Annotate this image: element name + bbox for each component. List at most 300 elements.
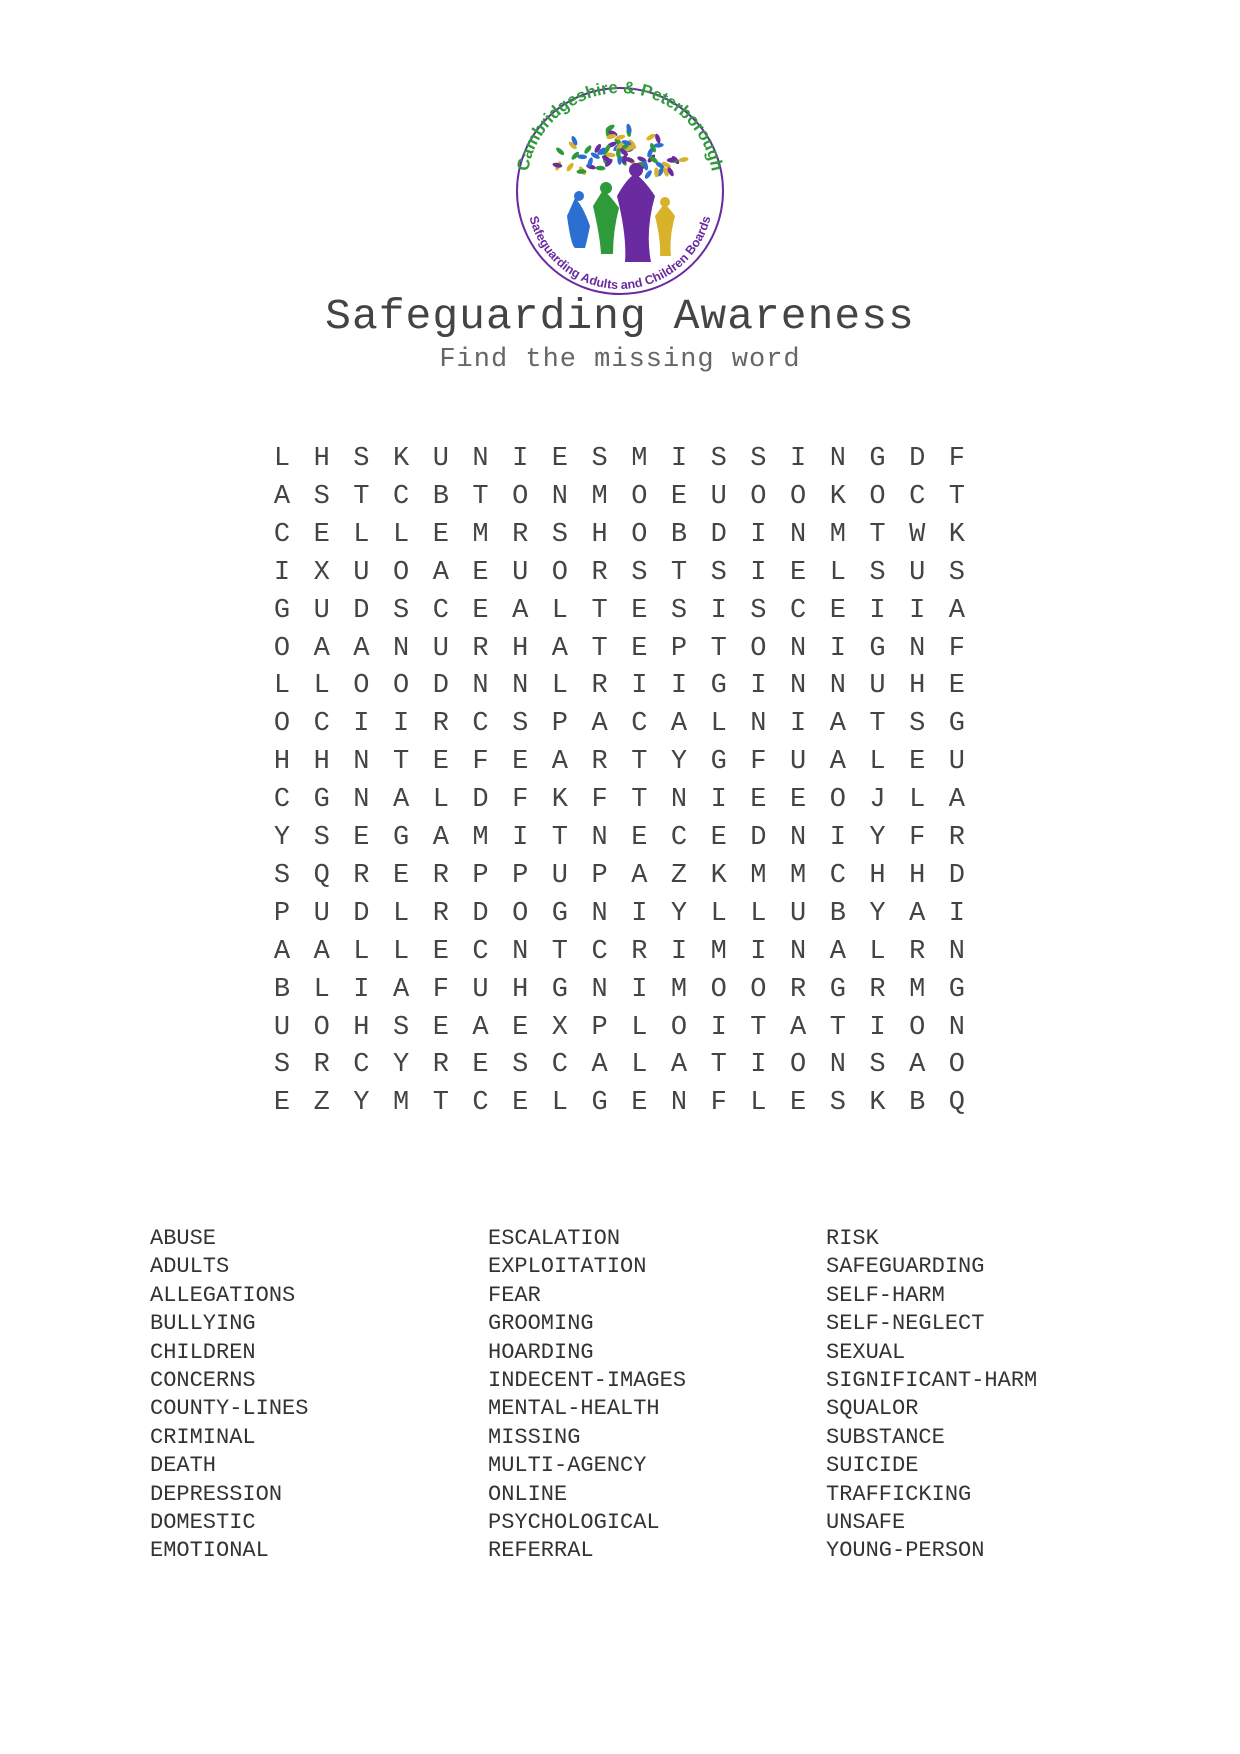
grid-letter[interactable]: D (750, 823, 767, 853)
grid-letter[interactable]: G (829, 974, 846, 1005)
grid-letter[interactable]: S (353, 444, 370, 474)
grid-letter[interactable]: C (472, 936, 489, 967)
grid-letter[interactable]: T (432, 1088, 449, 1119)
grid-letter[interactable]: C (432, 595, 449, 626)
grid-letter[interactable]: L (313, 671, 330, 702)
grid-letter[interactable]: N (472, 671, 489, 702)
grid-letter[interactable]: U (313, 595, 330, 626)
grid-letter[interactable]: G (710, 747, 727, 778)
grid-letter[interactable]: E (631, 633, 648, 664)
grid-letter[interactable]: I (750, 519, 767, 550)
grid-letter[interactable]: O (750, 633, 767, 664)
grid-letter[interactable]: E (512, 1012, 529, 1043)
grid-letter[interactable]: O (670, 1012, 688, 1043)
grid-letter[interactable]: O (829, 785, 846, 816)
grid-letter[interactable]: G (273, 595, 291, 626)
grid-letter[interactable]: I (273, 557, 291, 588)
grid-letter[interactable]: O (909, 1012, 926, 1043)
grid-letter[interactable]: F (948, 444, 965, 474)
grid-letter[interactable]: A (551, 747, 568, 778)
grid-letter[interactable]: S (869, 1050, 886, 1081)
grid-letter[interactable]: S (273, 1050, 291, 1081)
grid-letter[interactable]: T (869, 709, 886, 740)
grid-letter[interactable]: C (909, 481, 926, 512)
grid-letter[interactable]: E (631, 595, 648, 626)
grid-letter[interactable]: E (353, 823, 370, 853)
grid-letter[interactable]: C (472, 1088, 489, 1119)
grid-letter[interactable]: A (670, 1050, 688, 1081)
grid-letter[interactable]: K (710, 860, 727, 891)
grid-letter[interactable]: F (948, 633, 965, 664)
grid-letter[interactable]: D (909, 444, 926, 474)
grid-letter[interactable]: O (313, 1012, 330, 1043)
grid-letter[interactable]: S (392, 595, 410, 626)
grid-letter[interactable]: R (591, 747, 608, 778)
grid-letter[interactable]: U (353, 557, 370, 588)
grid-letter[interactable]: P (512, 860, 529, 891)
grid-letter[interactable]: P (670, 633, 688, 664)
grid-letter[interactable]: S (670, 595, 688, 626)
grid-letter[interactable]: L (869, 747, 886, 778)
grid-letter[interactable]: O (750, 974, 767, 1005)
grid-letter[interactable]: U (551, 860, 568, 891)
grid-letter[interactable]: R (948, 823, 965, 853)
grid-letter[interactable]: E (750, 785, 767, 816)
grid-letter[interactable]: A (591, 1050, 608, 1081)
grid-letter[interactable]: E (789, 557, 807, 588)
grid-letter[interactable]: O (631, 519, 648, 550)
grid-letter[interactable]: J (869, 785, 886, 816)
grid-letter[interactable]: M (750, 860, 767, 891)
grid-letter[interactable]: E (631, 823, 648, 853)
grid-letter[interactable]: E (670, 481, 688, 512)
grid-letter[interactable]: L (710, 709, 727, 740)
grid-letter[interactable]: G (392, 823, 410, 853)
grid-letter[interactable]: M (829, 519, 846, 550)
grid-letter[interactable]: Y (869, 823, 886, 853)
grid-letter[interactable]: O (392, 671, 410, 702)
grid-letter[interactable]: E (432, 747, 449, 778)
grid-letter[interactable]: U (512, 557, 529, 588)
grid-letter[interactable]: G (948, 974, 965, 1005)
grid-letter[interactable]: S (710, 557, 727, 588)
grid-letter[interactable]: I (512, 823, 529, 853)
grid-letter[interactable]: Y (353, 1088, 370, 1119)
grid-letter[interactable]: S (512, 709, 529, 740)
grid-letter[interactable]: F (432, 974, 449, 1005)
grid-letter[interactable]: E (512, 1088, 529, 1119)
grid-letter[interactable]: Y (273, 823, 291, 853)
grid-letter[interactable]: M (472, 823, 489, 853)
grid-letter[interactable]: P (472, 860, 489, 891)
grid-letter[interactable]: X (551, 1012, 568, 1043)
grid-letter[interactable]: A (472, 1012, 489, 1043)
grid-letter[interactable]: P (551, 709, 568, 740)
grid-letter[interactable]: I (710, 1012, 727, 1043)
grid-letter[interactable]: G (313, 785, 330, 816)
grid-letter[interactable]: A (591, 709, 608, 740)
grid-letter[interactable]: S (313, 823, 330, 853)
grid-letter[interactable]: O (353, 671, 370, 702)
grid-letter[interactable]: R (909, 936, 926, 967)
grid-letter[interactable]: I (710, 785, 727, 816)
grid-letter[interactable]: W (909, 519, 926, 550)
grid-letter[interactable]: N (789, 633, 807, 664)
grid-letter[interactable]: C (273, 785, 291, 816)
grid-letter[interactable]: B (273, 974, 291, 1005)
grid-letter[interactable]: S (313, 481, 330, 512)
grid-letter[interactable]: D (353, 898, 370, 929)
grid-letter[interactable]: I (948, 898, 965, 929)
grid-letter[interactable]: R (789, 974, 807, 1005)
grid-letter[interactable]: F (512, 785, 529, 816)
grid-letter[interactable]: F (710, 1088, 727, 1119)
grid-letter[interactable]: A (432, 557, 449, 588)
grid-letter[interactable]: N (948, 1012, 965, 1043)
grid-letter[interactable]: Y (869, 898, 886, 929)
grid-letter[interactable]: G (551, 898, 568, 929)
grid-letter[interactable]: K (551, 785, 568, 816)
grid-letter[interactable]: M (710, 936, 727, 967)
grid-letter[interactable]: N (829, 671, 846, 702)
grid-letter[interactable]: D (948, 860, 965, 891)
grid-letter[interactable]: U (869, 671, 886, 702)
grid-letter[interactable]: C (789, 595, 807, 626)
grid-letter[interactable]: U (432, 633, 449, 664)
grid-letter[interactable]: M (670, 974, 688, 1005)
grid-letter[interactable]: I (353, 709, 370, 740)
grid-letter[interactable]: F (591, 785, 608, 816)
grid-letter[interactable]: A (392, 785, 410, 816)
grid-letter[interactable]: O (948, 1050, 965, 1081)
grid-letter[interactable]: T (551, 936, 568, 967)
grid-letter[interactable]: F (472, 747, 489, 778)
grid-letter[interactable]: O (392, 557, 410, 588)
grid-letter[interactable]: I (909, 595, 926, 626)
grid-letter[interactable]: E (392, 860, 410, 891)
grid-letter[interactable]: E (551, 444, 568, 474)
grid-letter[interactable]: I (631, 898, 648, 929)
grid-letter[interactable]: M (631, 444, 648, 474)
grid-letter[interactable]: T (948, 481, 965, 512)
grid-letter[interactable]: L (313, 974, 330, 1005)
grid-letter[interactable]: T (551, 823, 568, 853)
grid-letter[interactable]: E (948, 671, 965, 702)
grid-letter[interactable]: O (631, 481, 648, 512)
grid-letter[interactable]: A (392, 974, 410, 1005)
grid-letter[interactable]: C (551, 1050, 568, 1081)
grid-letter[interactable]: N (789, 823, 807, 853)
grid-letter[interactable]: C (631, 709, 648, 740)
grid-letter[interactable]: U (710, 481, 727, 512)
grid-letter[interactable]: P (273, 898, 291, 929)
grid-letter[interactable]: H (591, 519, 608, 550)
grid-letter[interactable]: N (670, 785, 688, 816)
grid-letter[interactable]: H (869, 860, 886, 891)
grid-letter[interactable]: M (789, 860, 807, 891)
grid-letter[interactable]: T (750, 1012, 767, 1043)
grid-letter[interactable]: T (631, 747, 648, 778)
grid-letter[interactable]: T (472, 481, 489, 512)
grid-letter[interactable]: G (948, 709, 965, 740)
grid-letter[interactable]: G (551, 974, 568, 1005)
grid-letter[interactable]: O (273, 709, 291, 740)
grid-letter[interactable]: A (909, 1050, 926, 1081)
grid-letter[interactable]: C (670, 823, 688, 853)
grid-letter[interactable]: D (472, 785, 489, 816)
grid-letter[interactable]: L (829, 557, 846, 588)
grid-letter[interactable]: T (829, 1012, 846, 1043)
grid-letter[interactable]: R (591, 671, 608, 702)
grid-letter[interactable]: T (670, 557, 688, 588)
grid-letter[interactable]: F (750, 747, 767, 778)
grid-letter[interactable]: C (313, 709, 330, 740)
grid-letter[interactable]: I (750, 671, 767, 702)
grid-letter[interactable]: A (512, 595, 529, 626)
grid-letter[interactable]: G (869, 633, 886, 664)
grid-letter[interactable]: C (472, 709, 489, 740)
grid-letter[interactable]: R (472, 633, 489, 664)
grid-letter[interactable]: E (472, 1050, 489, 1081)
grid-letter[interactable]: I (670, 936, 688, 967)
grid-letter[interactable]: A (551, 633, 568, 664)
grid-letter[interactable]: G (710, 671, 727, 702)
grid-letter[interactable]: I (353, 974, 370, 1005)
grid-letter[interactable]: O (273, 633, 291, 664)
grid-letter[interactable]: L (432, 785, 449, 816)
grid-letter[interactable]: M (909, 974, 926, 1005)
grid-letter[interactable]: K (869, 1088, 886, 1119)
grid-letter[interactable]: A (313, 633, 330, 664)
grid-letter[interactable]: A (273, 481, 291, 512)
grid-letter[interactable]: S (869, 557, 886, 588)
grid-letter[interactable]: U (789, 898, 807, 929)
grid-letter[interactable]: A (909, 898, 926, 929)
grid-letter[interactable]: R (353, 860, 370, 891)
grid-letter[interactable]: R (432, 898, 449, 929)
grid-letter[interactable]: N (948, 936, 965, 967)
grid-letter[interactable]: R (631, 936, 648, 967)
grid-letter[interactable]: A (273, 936, 291, 967)
grid-letter[interactable]: I (869, 1012, 886, 1043)
grid-letter[interactable]: N (789, 671, 807, 702)
grid-letter[interactable]: S (591, 444, 608, 474)
grid-letter[interactable]: T (591, 633, 608, 664)
grid-letter[interactable]: S (710, 444, 727, 474)
grid-letter[interactable]: I (750, 936, 767, 967)
grid-letter[interactable]: C (273, 519, 291, 550)
grid-letter[interactable]: I (750, 1050, 767, 1081)
grid-letter[interactable]: B (909, 1088, 926, 1119)
grid-letter[interactable]: A (313, 936, 330, 967)
grid-letter[interactable]: K (829, 481, 846, 512)
grid-letter[interactable]: Q (313, 860, 330, 891)
grid-letter[interactable]: E (789, 1088, 807, 1119)
grid-letter[interactable]: N (551, 481, 568, 512)
grid-letter[interactable]: I (829, 823, 846, 853)
grid-letter[interactable]: G (591, 1088, 608, 1119)
grid-letter[interactable]: E (631, 1088, 648, 1119)
grid-letter[interactable]: L (392, 519, 410, 550)
grid-letter[interactable]: E (789, 785, 807, 816)
grid-letter[interactable]: I (829, 633, 846, 664)
grid-letter[interactable]: L (273, 671, 291, 702)
grid-letter[interactable]: Y (670, 898, 688, 929)
grid-letter[interactable]: A (789, 1012, 807, 1043)
grid-letter[interactable]: L (551, 671, 568, 702)
grid-letter[interactable]: L (353, 936, 370, 967)
grid-letter[interactable]: Y (392, 1050, 410, 1081)
grid-letter[interactable]: R (591, 557, 608, 588)
grid-letter[interactable]: Z (670, 860, 688, 891)
grid-letter[interactable]: R (432, 1050, 449, 1081)
grid-letter[interactable]: E (432, 1012, 449, 1043)
grid-letter[interactable]: A (670, 709, 688, 740)
grid-letter[interactable]: S (392, 1012, 410, 1043)
grid-letter[interactable]: I (512, 444, 529, 474)
grid-letter[interactable]: I (670, 444, 688, 474)
grid-letter[interactable]: N (512, 671, 529, 702)
grid-letter[interactable]: N (829, 1050, 846, 1081)
grid-letter[interactable]: H (909, 671, 926, 702)
grid-letter[interactable]: A (353, 633, 370, 664)
grid-letter[interactable]: S (909, 709, 926, 740)
grid-letter[interactable]: N (392, 633, 410, 664)
grid-letter[interactable]: N (591, 974, 608, 1005)
grid-letter[interactable]: O (512, 481, 529, 512)
grid-letter[interactable]: N (789, 936, 807, 967)
grid-letter[interactable]: T (710, 1050, 727, 1081)
grid-letter[interactable]: O (512, 898, 529, 929)
grid-letter[interactable]: S (551, 519, 568, 550)
grid-letter[interactable]: S (631, 557, 648, 588)
grid-letter[interactable]: A (829, 709, 846, 740)
grid-letter[interactable]: U (472, 974, 489, 1005)
grid-letter[interactable]: Y (670, 747, 688, 778)
grid-letter[interactable]: E (432, 519, 449, 550)
grid-letter[interactable]: M (591, 481, 608, 512)
grid-letter[interactable]: A (829, 936, 846, 967)
grid-letter[interactable]: L (909, 785, 926, 816)
grid-letter[interactable]: I (789, 709, 807, 740)
grid-letter[interactable]: H (512, 633, 529, 664)
grid-letter[interactable]: Q (948, 1088, 965, 1119)
grid-letter[interactable]: E (710, 823, 727, 853)
grid-letter[interactable]: O (710, 974, 727, 1005)
grid-letter[interactable]: U (789, 747, 807, 778)
grid-letter[interactable]: N (591, 823, 608, 853)
grid-letter[interactable]: U (948, 747, 965, 778)
grid-letter[interactable]: U (432, 444, 449, 474)
grid-letter[interactable]: E (472, 557, 489, 588)
grid-letter[interactable]: R (432, 860, 449, 891)
grid-letter[interactable]: L (869, 936, 886, 967)
grid-letter[interactable]: I (789, 444, 807, 474)
grid-letter[interactable]: U (313, 898, 330, 929)
grid-letter[interactable]: O (869, 481, 886, 512)
grid-letter[interactable]: H (512, 974, 529, 1005)
grid-letter[interactable]: A (631, 860, 648, 891)
grid-letter[interactable]: I (631, 974, 648, 1005)
grid-letter[interactable]: N (670, 1088, 688, 1119)
grid-letter[interactable]: E (512, 747, 529, 778)
grid-letter[interactable]: T (353, 481, 370, 512)
grid-letter[interactable]: I (869, 595, 886, 626)
grid-letter[interactable]: R (313, 1050, 330, 1081)
grid-letter[interactable]: T (710, 633, 727, 664)
grid-letter[interactable]: L (631, 1012, 648, 1043)
grid-letter[interactable]: D (710, 519, 727, 550)
grid-letter[interactable]: T (591, 595, 608, 626)
grid-letter[interactable]: E (472, 595, 489, 626)
grid-letter[interactable]: T (631, 785, 648, 816)
grid-letter[interactable]: O (789, 481, 807, 512)
grid-letter[interactable]: N (353, 747, 370, 778)
grid-letter[interactable]: B (432, 481, 449, 512)
grid-letter[interactable]: M (472, 519, 489, 550)
grid-letter[interactable]: L (392, 936, 410, 967)
grid-letter[interactable]: A (432, 823, 449, 853)
grid-letter[interactable]: N (750, 709, 767, 740)
grid-letter[interactable]: G (869, 444, 886, 474)
grid-letter[interactable]: T (392, 747, 410, 778)
grid-letter[interactable]: P (591, 1012, 608, 1043)
grid-letter[interactable]: N (909, 633, 926, 664)
grid-letter[interactable]: H (313, 444, 330, 474)
grid-letter[interactable]: U (909, 557, 926, 588)
grid-letter[interactable]: A (948, 785, 965, 816)
grid-letter[interactable]: H (909, 860, 926, 891)
grid-letter[interactable]: B (829, 898, 846, 929)
grid-letter[interactable]: I (631, 671, 648, 702)
grid-letter[interactable]: I (750, 557, 767, 588)
grid-letter[interactable]: P (591, 860, 608, 891)
grid-letter[interactable]: K (392, 444, 410, 474)
grid-letter[interactable]: L (750, 1088, 767, 1119)
grid-letter[interactable]: L (750, 898, 767, 929)
grid-letter[interactable]: S (750, 444, 767, 474)
grid-letter[interactable]: R (432, 709, 449, 740)
grid-letter[interactable]: E (313, 519, 330, 550)
grid-letter[interactable]: E (432, 936, 449, 967)
grid-letter[interactable]: L (353, 519, 370, 550)
grid-letter[interactable]: N (829, 444, 846, 474)
grid-letter[interactable]: S (829, 1088, 846, 1119)
grid-letter[interactable]: L (551, 1088, 568, 1119)
grid-letter[interactable]: F (909, 823, 926, 853)
grid-letter[interactable]: C (591, 936, 608, 967)
grid-letter[interactable]: K (948, 519, 965, 550)
grid-letter[interactable]: I (392, 709, 410, 740)
grid-letter[interactable]: L (631, 1050, 648, 1081)
grid-letter[interactable]: S (273, 860, 291, 891)
grid-letter[interactable]: R (512, 519, 529, 550)
grid-letter[interactable]: O (789, 1050, 807, 1081)
grid-letter[interactable]: N (591, 898, 608, 929)
grid-letter[interactable]: A (948, 595, 965, 626)
grid-letter[interactable]: X (313, 557, 330, 588)
grid-letter[interactable]: D (432, 671, 449, 702)
grid-letter[interactable]: I (710, 595, 727, 626)
grid-letter[interactable]: L (392, 898, 410, 929)
grid-letter[interactable]: O (551, 557, 568, 588)
grid-letter[interactable]: N (512, 936, 529, 967)
grid-letter[interactable]: U (273, 1012, 291, 1043)
grid-letter[interactable]: H (273, 747, 291, 778)
grid-letter[interactable]: L (273, 444, 291, 474)
grid-letter[interactable]: H (313, 747, 330, 778)
grid-letter[interactable]: B (670, 519, 688, 550)
